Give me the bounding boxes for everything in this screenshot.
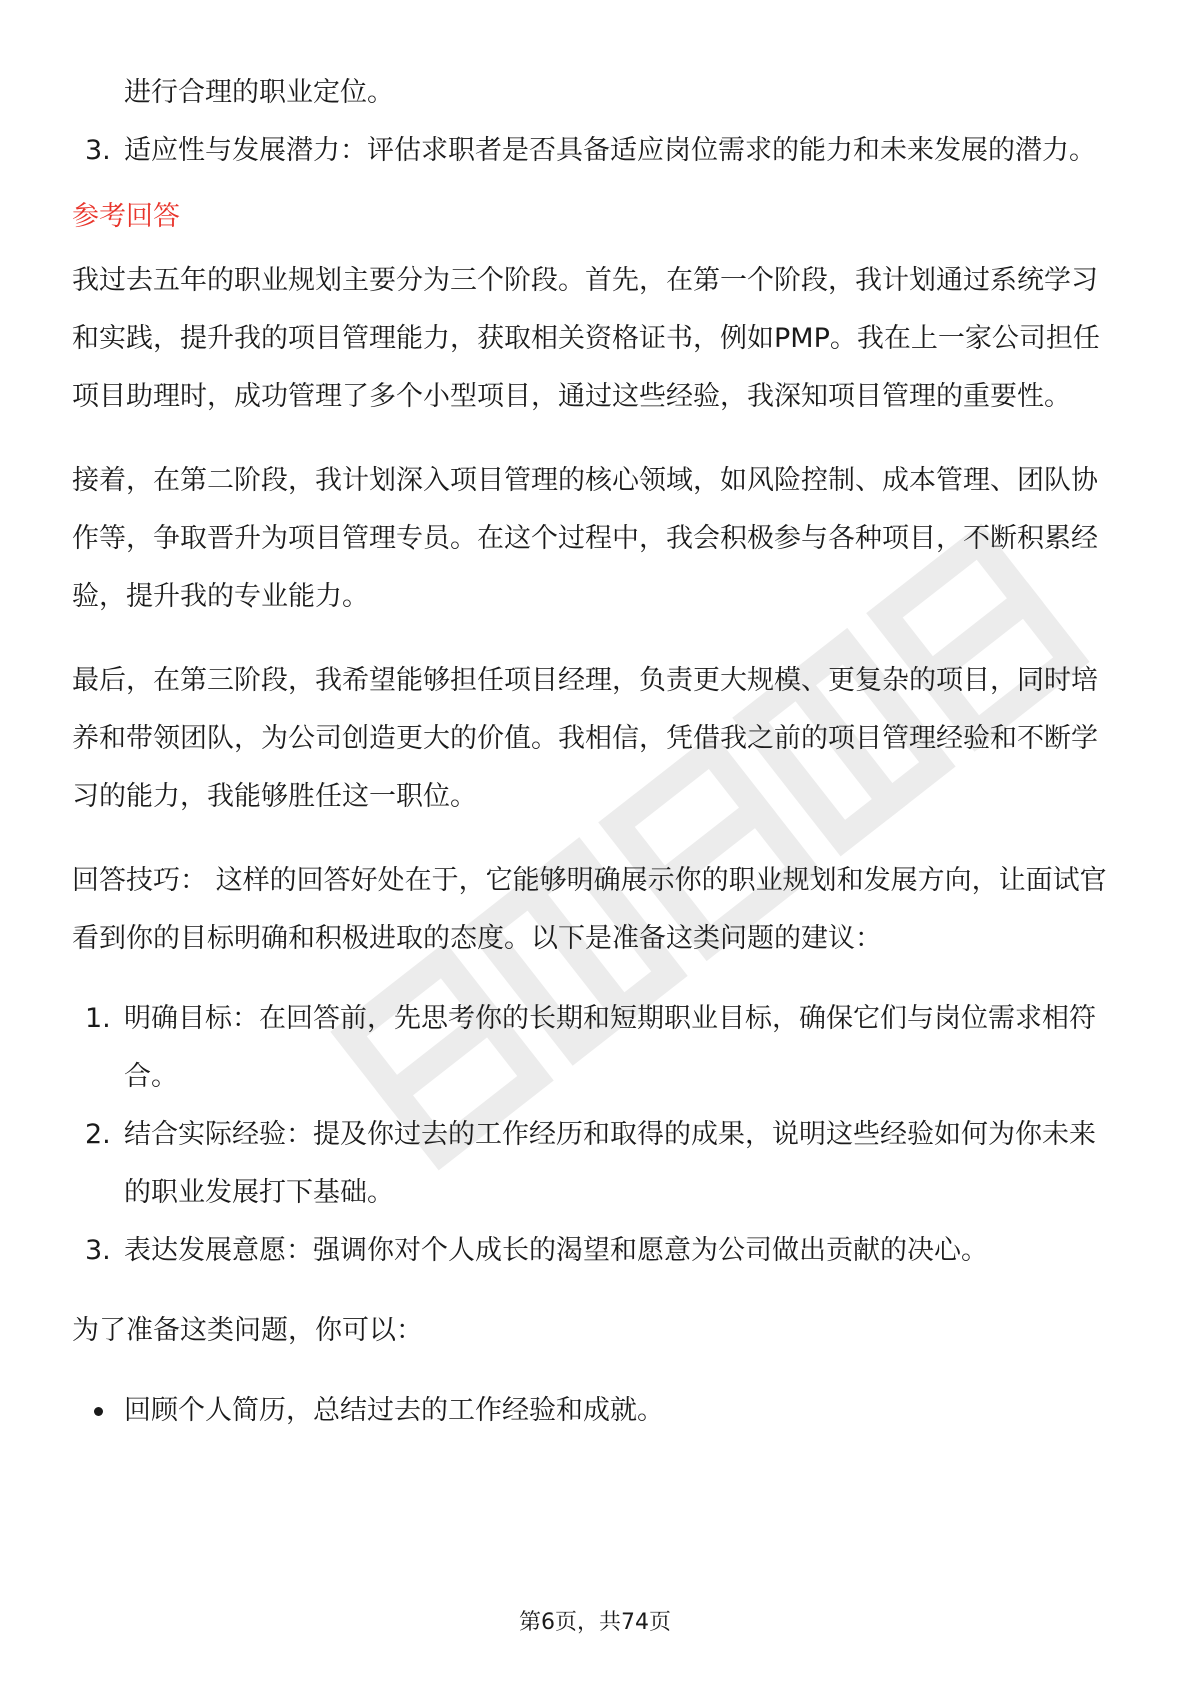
continuation-text: 进行合理的职业定位。 [124,77,394,108]
page-number-footer: 第6页，共74页 [519,1610,671,1635]
list-number: 3. [85,135,111,166]
answer-paragraph-1: 我过去五年的职业规划主要分为三个阶段。首先，在第一个阶段，我计划通过系统学习和实践，提升我的项目管理能力，获取相关资格证书，例如PMP。我在上一家公司担任项目助理时，成功管理了多个小型项目，通过这些经验，我深知项目管理的重要性。 [72,265,1100,412]
list-number: 3. [85,1235,111,1266]
tips-list [72,990,1118,1280]
answer-paragraph-3: 最后，在第三阶段，我希望能够担任项目经理，负责更大规模、更复杂的项目，同时培养和带领团队，为公司创造更大的价值。我相信，凭借我之前的项目管理经验和不断学习的能力，我能够胜任这一职位。 [72,665,1098,812]
prep-intro: 为了准备这类问题，你可以： [72,1315,423,1346]
answer-paragraph-2: 接着，在第二阶段，我计划深入项目管理的核心领域，如风险控制、成本管理、团队协作等，争取晋升为项目管理专员。在这个过程中，我会积极参与各种项目，不断积累经验，提升我的专业能力。 [72,465,1098,612]
tips-item-3 [72,1222,1118,1280]
tips-intro: 回答技巧： 这样的回答好处在于，它能够明确展示你的职业规划和发展方向，让面试官看到你的目标明确和积极进取的态度。以下是准备这类问题的建议： [72,865,1107,954]
criteria-item-3 [72,122,1118,180]
tips-item-2 [72,1106,1118,1222]
prep-bullet-list [72,1382,1118,1440]
list-number: 2. [85,1119,111,1150]
tips-text: 表达发展意愿：强调你对个人成长的渴望和愿意为公司做出贡献的决心。 [124,1235,988,1266]
criteria-list [72,122,1118,180]
criteria-text: 适应性与发展潜力：评估求职者是否具备适应岗位需求的能力和未来发展的潜力。 [124,135,1096,166]
prep-bullet-text: 回顾个人简历，总结过去的工作经验和成就。 [124,1395,664,1426]
content-area [72,64,1118,1440]
bullet-dot-icon [94,1407,103,1416]
list-item-continuation [72,64,1118,122]
tips-text: 明确目标：在回答前，先思考你的长期和短期职业目标，确保它们与岗位需求相符合。 [124,1003,1096,1092]
tips-item-1 [72,990,1118,1106]
answer-heading: 参考回答 [72,201,180,232]
tips-text: 结合实际经验：提及你过去的工作经历和取得的成果，说明这些经验如何为你未来的职业发展打下基础。 [124,1119,1096,1208]
list-number: 1. [85,1003,111,1034]
prep-bullet-item-1 [72,1382,1118,1440]
